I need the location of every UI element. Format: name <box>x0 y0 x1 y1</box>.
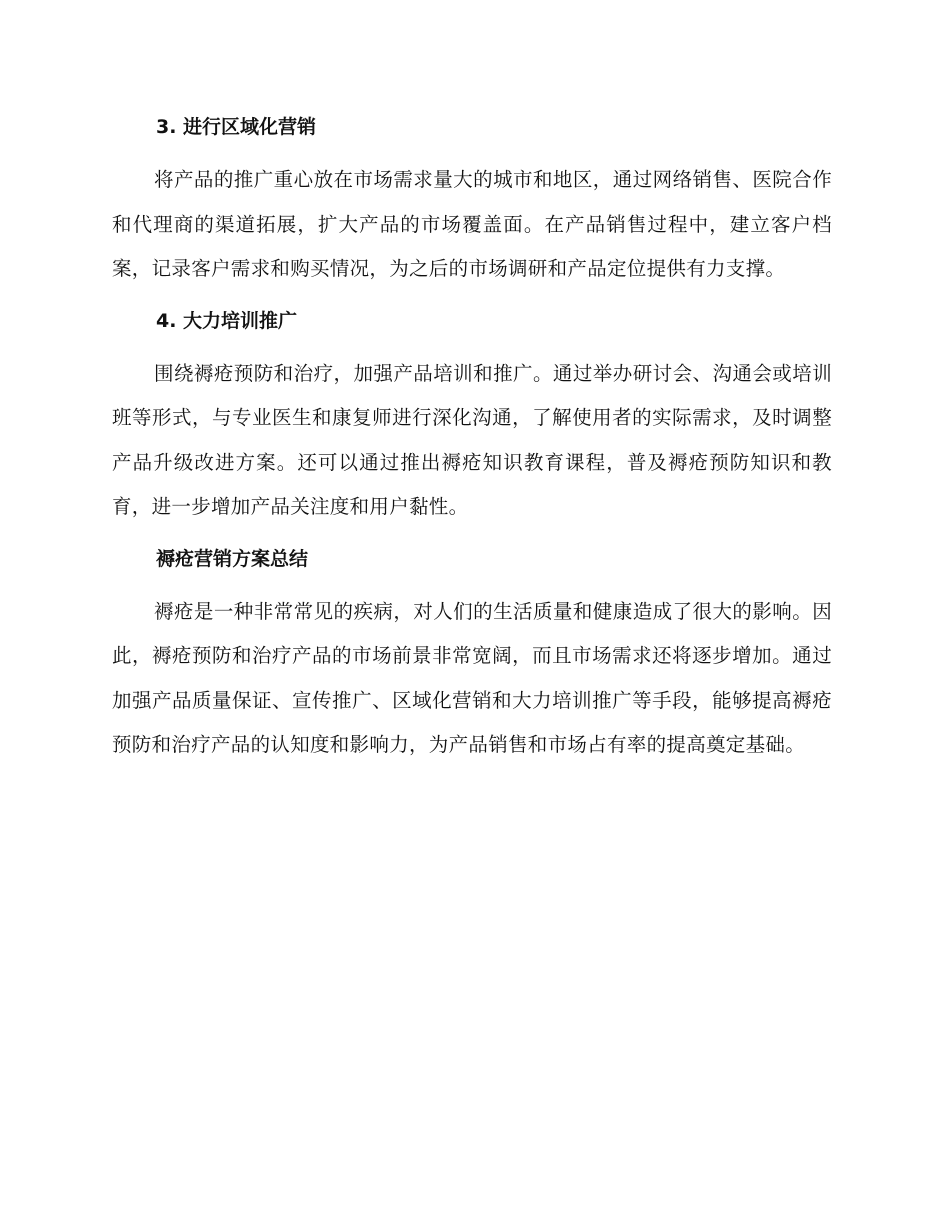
section-paragraph-regional-marketing: 将产品的推广重心放在市场需求量大的城市和地区，通过网络销售、医院合作和代理商的渠道拓展，扩大产品的市场覆盖面。在产品销售过程中，建立客户档案，记录客户需求和购买情况，为之后的市场调研和产品定位提供有力支撑。 <box>112 168 832 280</box>
section-heading-summary: 褥疮营销方案总结 <box>156 547 309 570</box>
section-paragraph-summary: 褥疮是一种非常常见的疾病，对人们的生活质量和健康造成了很大的影响。因此，褥疮预防和治疗产品的市场前景非常宽阔，而且市场需求还将逐步增加。通过加强产品质量保证、宣传推广、区域化营销和大力培训推广等手段，能够提高褥疮预防和治疗产品的认知度和影响力，为产品销售和市场占有率的提高奠定基础。 <box>112 599 832 756</box>
section-paragraph-training-promotion: 围绕褥疮预防和治疗，加强产品培训和推广。通过举办研讨会、沟通会或培训班等形式，与专业医生和康复师进行深化沟通，了解使用者的实际需求，及时调整产品升级改进方案。还可以通过推出褥疮知识教育课程，普及褥疮预防知识和教育，进一步增加产品关注度和用户黏性。 <box>112 361 832 518</box>
section-heading-regional-marketing: 3. 进行区域化营销 <box>156 116 317 138</box>
document-body <box>112 112 832 782</box>
section-heading-training-promotion: 4. 大力培训推广 <box>156 309 298 332</box>
